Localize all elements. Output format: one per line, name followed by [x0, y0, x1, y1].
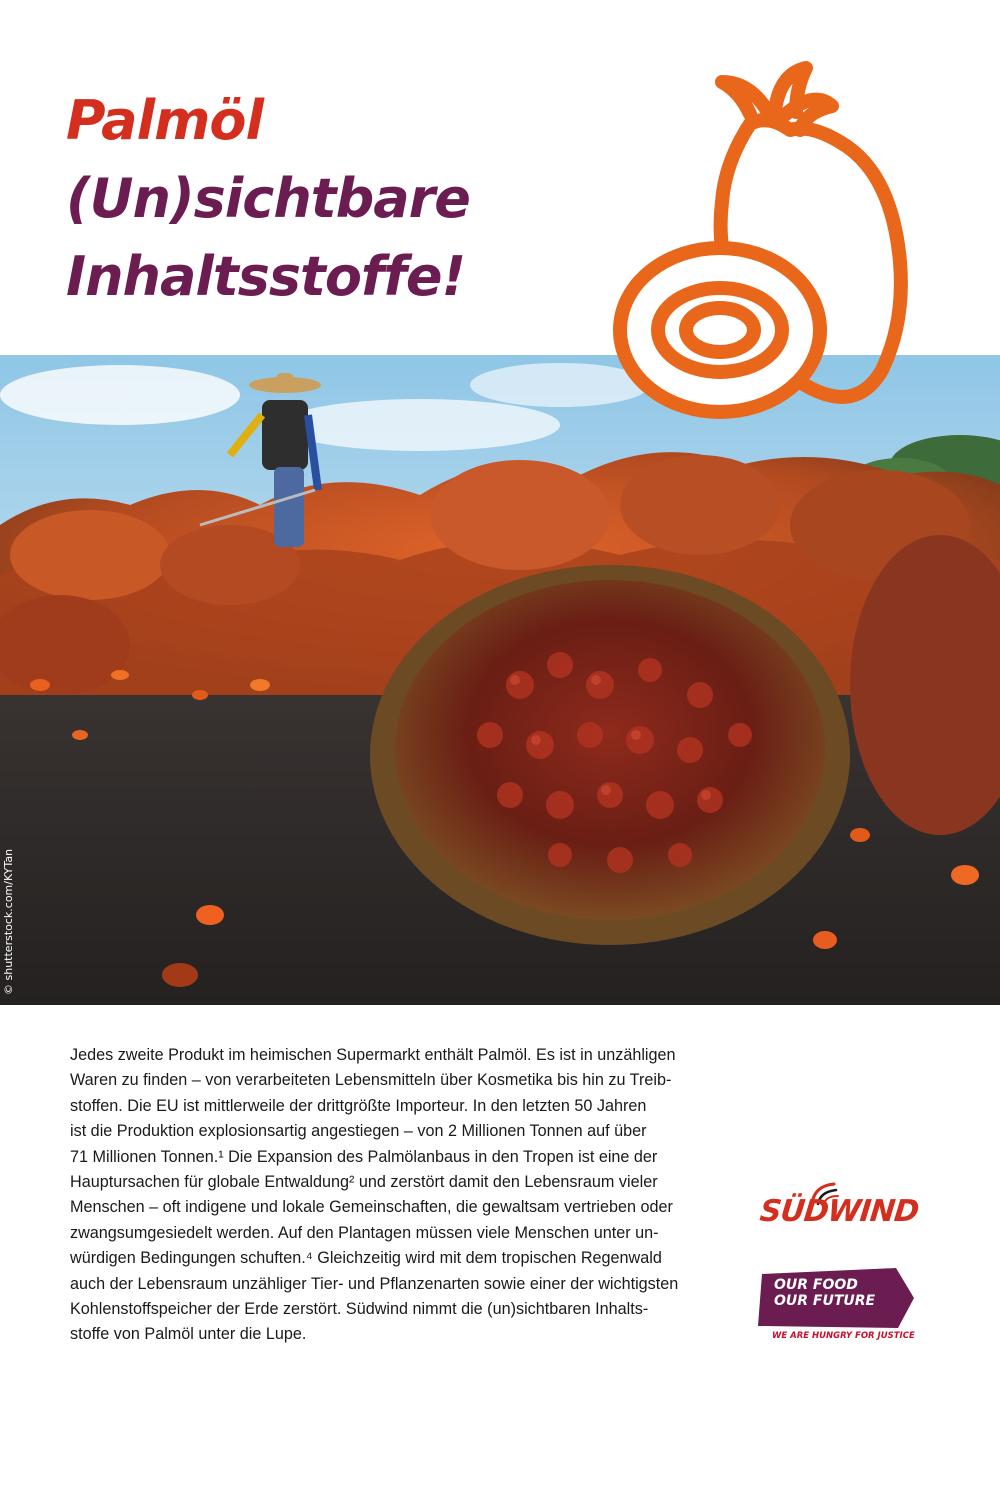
- body-line: Kohlenstoffspeicher der Erde zerstört. Südwind nimmt die (un)sichtbaren Inhalts-: [70, 1300, 649, 1319]
- campaign-tagline: WE ARE HUNGRY FOR JUSTICE: [772, 1331, 915, 1341]
- body-line: auch der Lebensraum unzähliger Tier- und Pflanzenarten sowie einer der wichtigsten: [70, 1274, 679, 1293]
- body-line: stoffe von Palmöl unter die Lupe.: [70, 1325, 307, 1344]
- title-inhaltsstoffe: Inhaltsstoffe!: [66, 245, 466, 308]
- body-line: 71 Millionen Tonnen.¹ Die Expansion des Palmölanbaus in den Tropen ist eine der: [70, 1147, 658, 1166]
- body-line: Waren zu finden – von verarbeiteten Lebensmitteln über Kosmetika bis hin zu Treib-: [70, 1071, 672, 1090]
- our-food-our-future-logo: [758, 1268, 916, 1348]
- body-line: stoffen. Die EU ist mittlerweile der drittgrößte Importeur. In den letzten 50 Jahren: [70, 1096, 647, 1115]
- photo-credit: © shutterstock.com/KYTan: [2, 848, 15, 995]
- suedwind-logo: [756, 1178, 920, 1238]
- palm-fruit-photo: [0, 355, 1000, 1005]
- campaign-line1: OUR FOOD: [774, 1277, 858, 1293]
- body-line: zwangsumgesiedelt werden. Auf den Plantagen müssen viele Menschen unter un-: [70, 1223, 659, 1242]
- suedwind-wordmark: SÜDWIND: [758, 1194, 920, 1229]
- body-paragraph: [70, 1043, 720, 1348]
- title-block: [66, 82, 470, 316]
- body-line: Hauptursachen für globale Entwaldung² und zerstört damit den Lebensraum vieler: [70, 1173, 658, 1192]
- body-line: ist die Produktion explosionsartig angestiegen – von 2 Millionen Tonnen auf über: [70, 1122, 647, 1141]
- body-line: Menschen – oft indigene und lokale Gemeinschaften, die gewaltsam vertrieben oder: [70, 1198, 673, 1217]
- campaign-line2: OUR FUTURE: [774, 1293, 876, 1309]
- body-line: Jedes zweite Produkt im heimischen Supermarkt enthält Palmöl. Es ist in unzähligen: [70, 1046, 676, 1064]
- body-line: würdigen Bedingungen schuften.⁴ Gleichzeitig wird mit dem tropischen Regenwald: [70, 1249, 662, 1268]
- title-unsichtbare: (Un)sichtbare: [66, 167, 470, 230]
- title-palmoel: Palmöl: [66, 89, 263, 152]
- palm-fruit-icon: [600, 52, 920, 427]
